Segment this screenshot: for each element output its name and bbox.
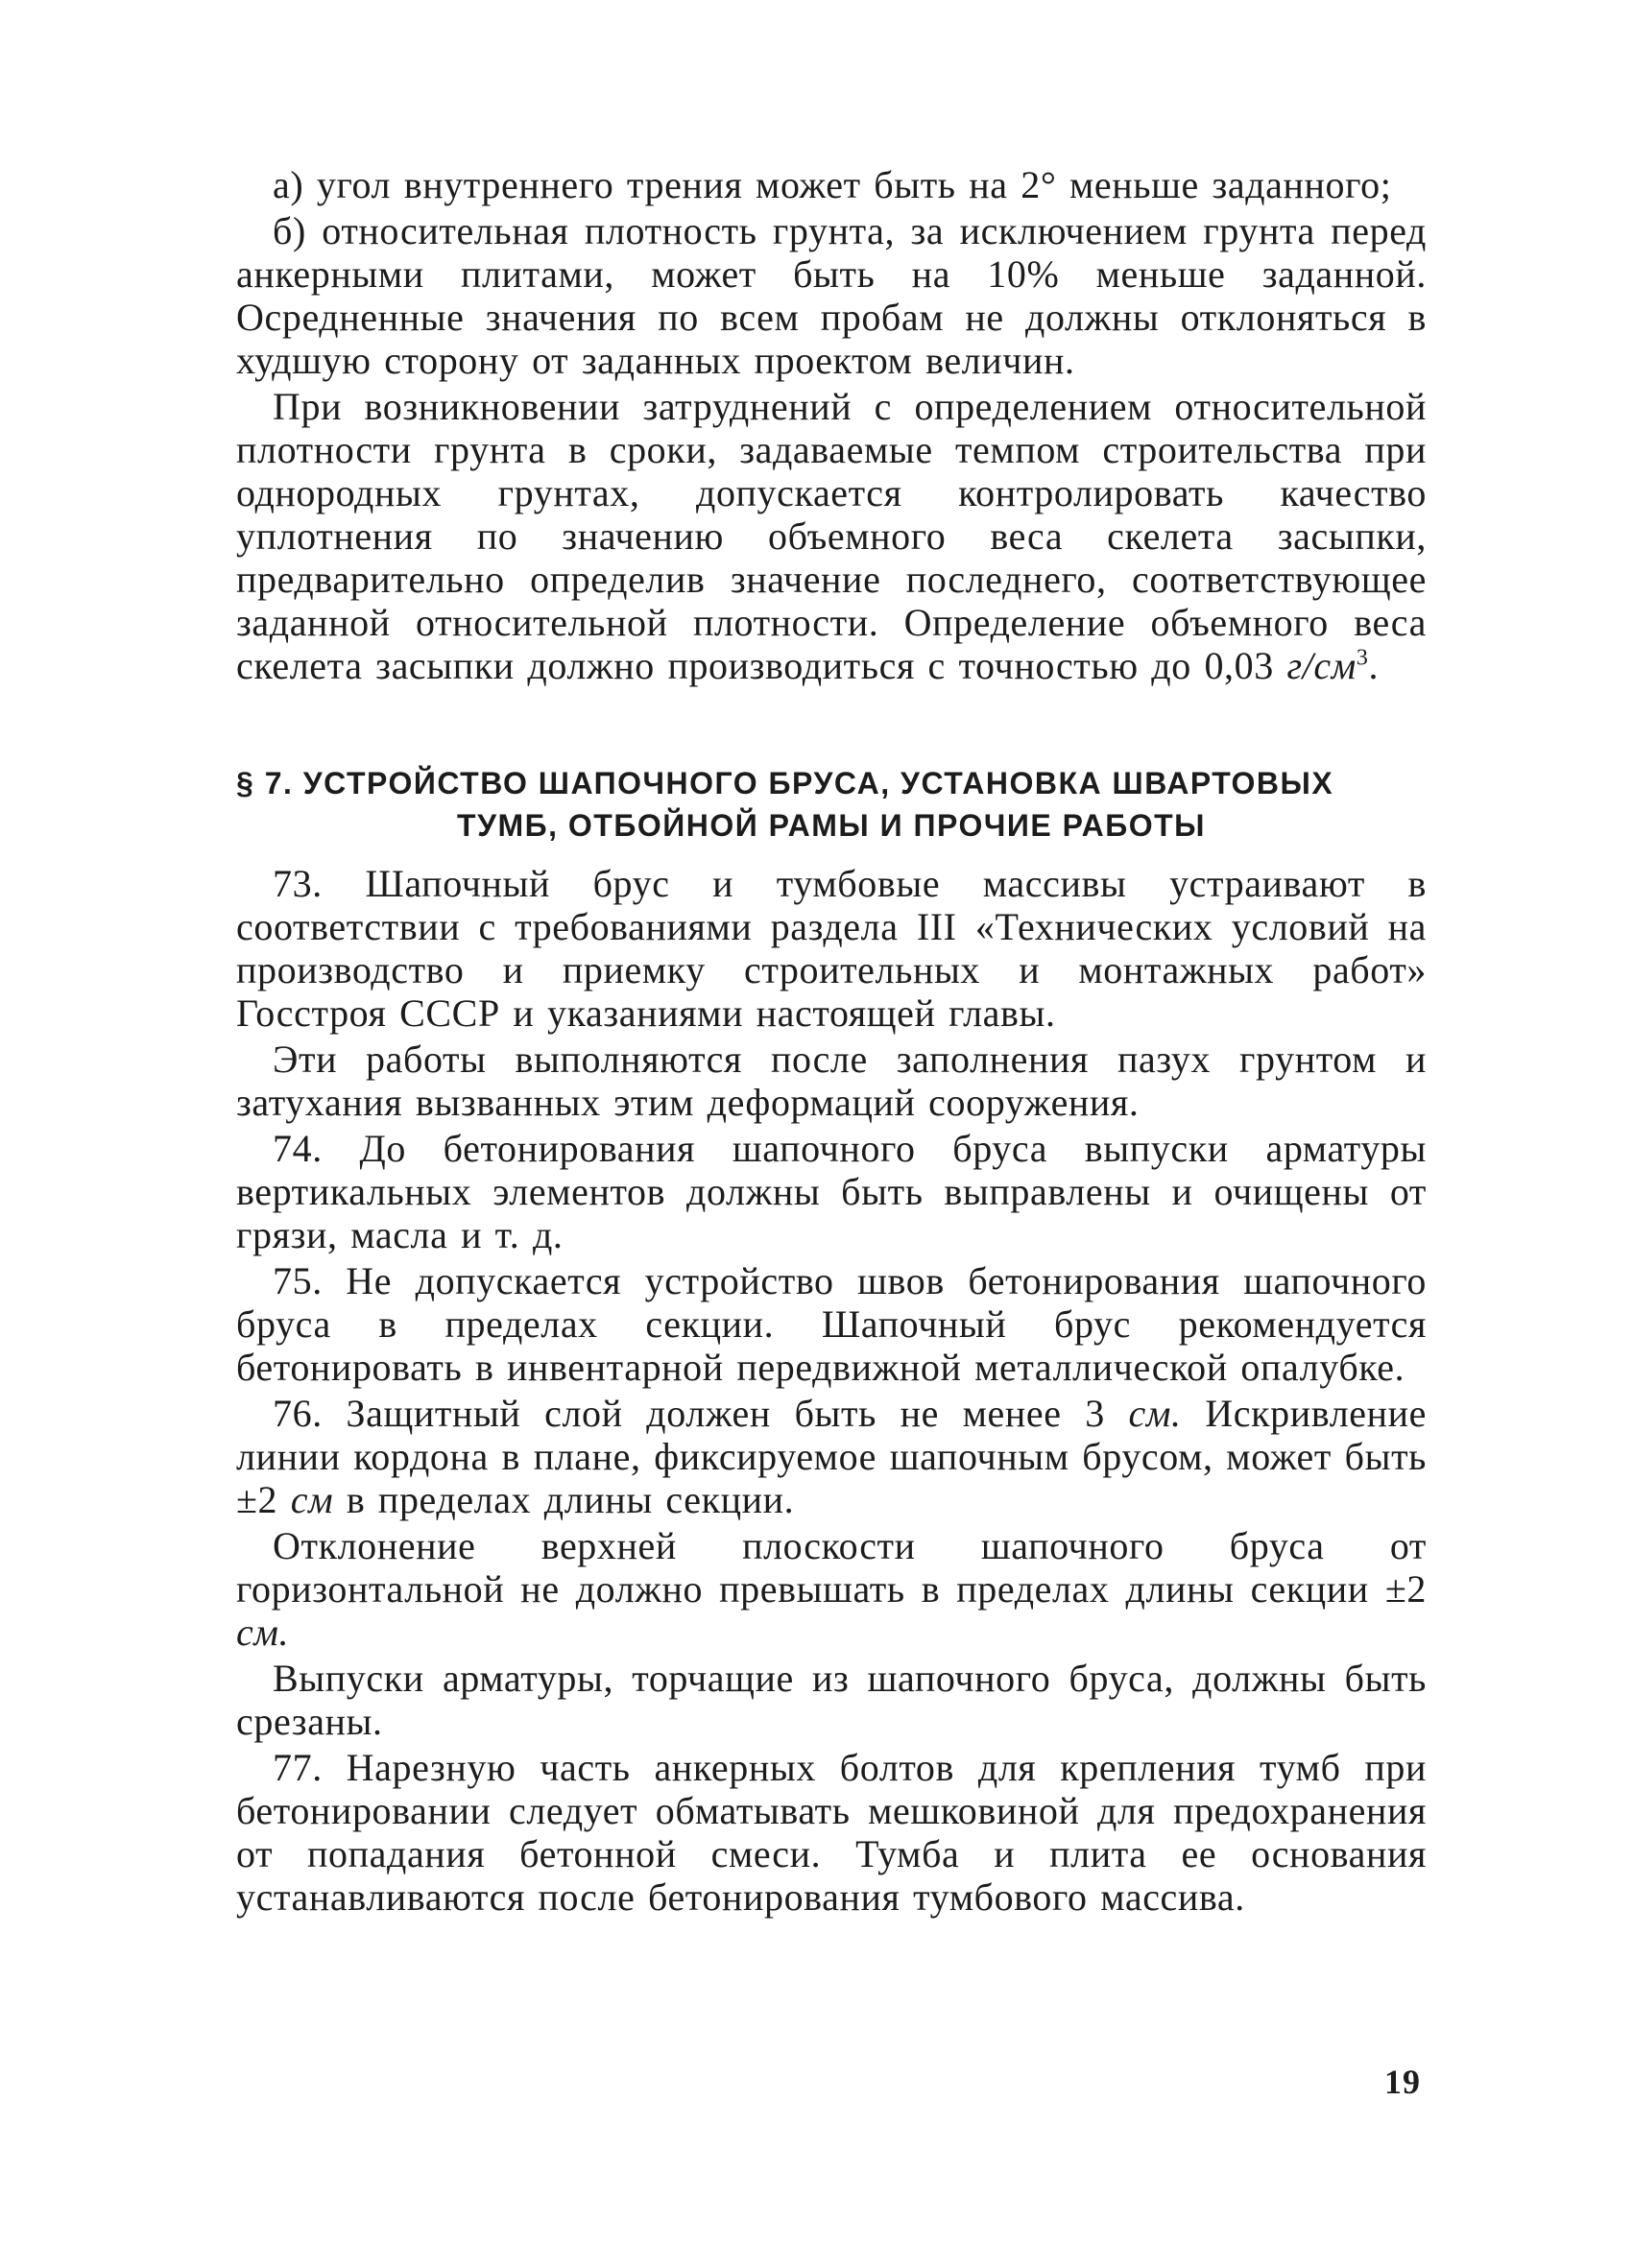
paragraph-76-text-b: Искривление линии кордона в плане, фиксируемое шапочным брусом, может быть ±2	[236, 1392, 1427, 1521]
document-page	[236, 163, 1427, 1919]
paragraph-b	[236, 209, 1427, 382]
paragraph-76-rebar	[236, 1657, 1427, 1743]
paragraph-75-text: 75. Не допускается устройство швов бетонирования шапочного бруса в пределах секции. Шапочный брус рекомендуется бетонировать в инвентарной передвижной металлической опалубке.	[236, 1259, 1427, 1389]
paragraph-73-continued	[236, 1038, 1427, 1124]
paragraph-76-text-a: 76. Защитный слой должен быть не менее 3	[273, 1392, 1129, 1435]
paragraph-difficulties	[236, 385, 1427, 687]
paragraph-74-text: 74. До бетонирования шапочного бруса выпуски арматуры вертикальных элементов должны быть выправлены и очищены от грязи, масла и т. д.	[236, 1127, 1427, 1256]
paragraph-76-deviation	[236, 1524, 1427, 1654]
paragraph-76	[236, 1392, 1427, 1521]
paragraph-a	[236, 163, 1427, 206]
paragraph-difficulties-tail: .	[1368, 644, 1380, 687]
paragraph-74	[236, 1127, 1427, 1256]
paragraph-a-text: а) угол внутреннего трения может быть на 2° меньше заданного;	[273, 163, 1392, 206]
section-heading-line-1: § 7. УСТРОЙСТВО ШАПОЧНОГО БРУСА, УСТАНОВКА ШВАРТОВЫХ	[236, 766, 1334, 800]
paragraph-77	[236, 1746, 1427, 1919]
section-heading-line-2: ТУМБ, ОТБОЙНОЙ РАМЫ И ПРОЧИЕ РАБОТЫ	[457, 808, 1206, 843]
paragraph-difficulties-text: При возникновении затруднений с определением относительной плотности грунта в сроки, задаваемые темпом строительства при однородных грунтах, допускается контролировать качество уплотнения по значению объемного веса скелета засыпки, предварительно определив значение последнего, соответствующее заданной относительной плотности. Определение объемного веса скелета засыпки должно производиться с точностью до 0,03	[236, 385, 1427, 687]
page-number: 19	[1384, 2063, 1421, 2101]
unit-cm-3: см.	[236, 1611, 290, 1654]
paragraph-73	[236, 862, 1427, 1035]
paragraph-b-text: б) относительная плотность грунта, за исключением грунта перед анкерными плитами, может быть на 10% меньше заданной. Осредненные значения по всем пробам не должны отклоняться в худшую сторону от заданных проектом величин.	[236, 209, 1427, 382]
section-heading	[236, 762, 1427, 847]
paragraph-76-text-c: в пределах длины секции.	[333, 1478, 795, 1521]
unit-cm-1: см.	[1128, 1392, 1182, 1435]
paragraph-73-text: 73. Шапочный брус и тумбовые массивы устраивают в соответствии с требованиями раздела III «Технических условий на производство и приемку строительных и монтажных работ» Госстроя СССР и указаниями настоящей главы.	[236, 862, 1427, 1035]
paragraph-76-rebar-text: Выпуски арматуры, торчащие из шапочного бруса, должны быть срезаны.	[236, 1657, 1427, 1743]
paragraph-77-text: 77. Нарезную часть анкерных болтов для крепления тумб при бетонировании следует обматывать мешковиной для предохранения от попадания бетонной смеси. Тумба и плита ее основания устанавливаются после бетонирования тумбового массива.	[236, 1746, 1427, 1919]
paragraph-75	[236, 1259, 1427, 1389]
paragraph-73-continued-text: Эти работы выполняются после заполнения пазух грунтом и затухания вызванных этим деформаций сооружения.	[236, 1038, 1427, 1124]
paragraph-76-deviation-text: Отклонение верхней плоскости шапочного бруса от горизонтальной не должно превышать в пределах длины секции ±2	[236, 1524, 1427, 1611]
unit-superscript: 3	[1356, 645, 1369, 671]
unit-gcm: г/см	[1286, 644, 1357, 687]
unit-cm-2: см	[290, 1478, 334, 1521]
